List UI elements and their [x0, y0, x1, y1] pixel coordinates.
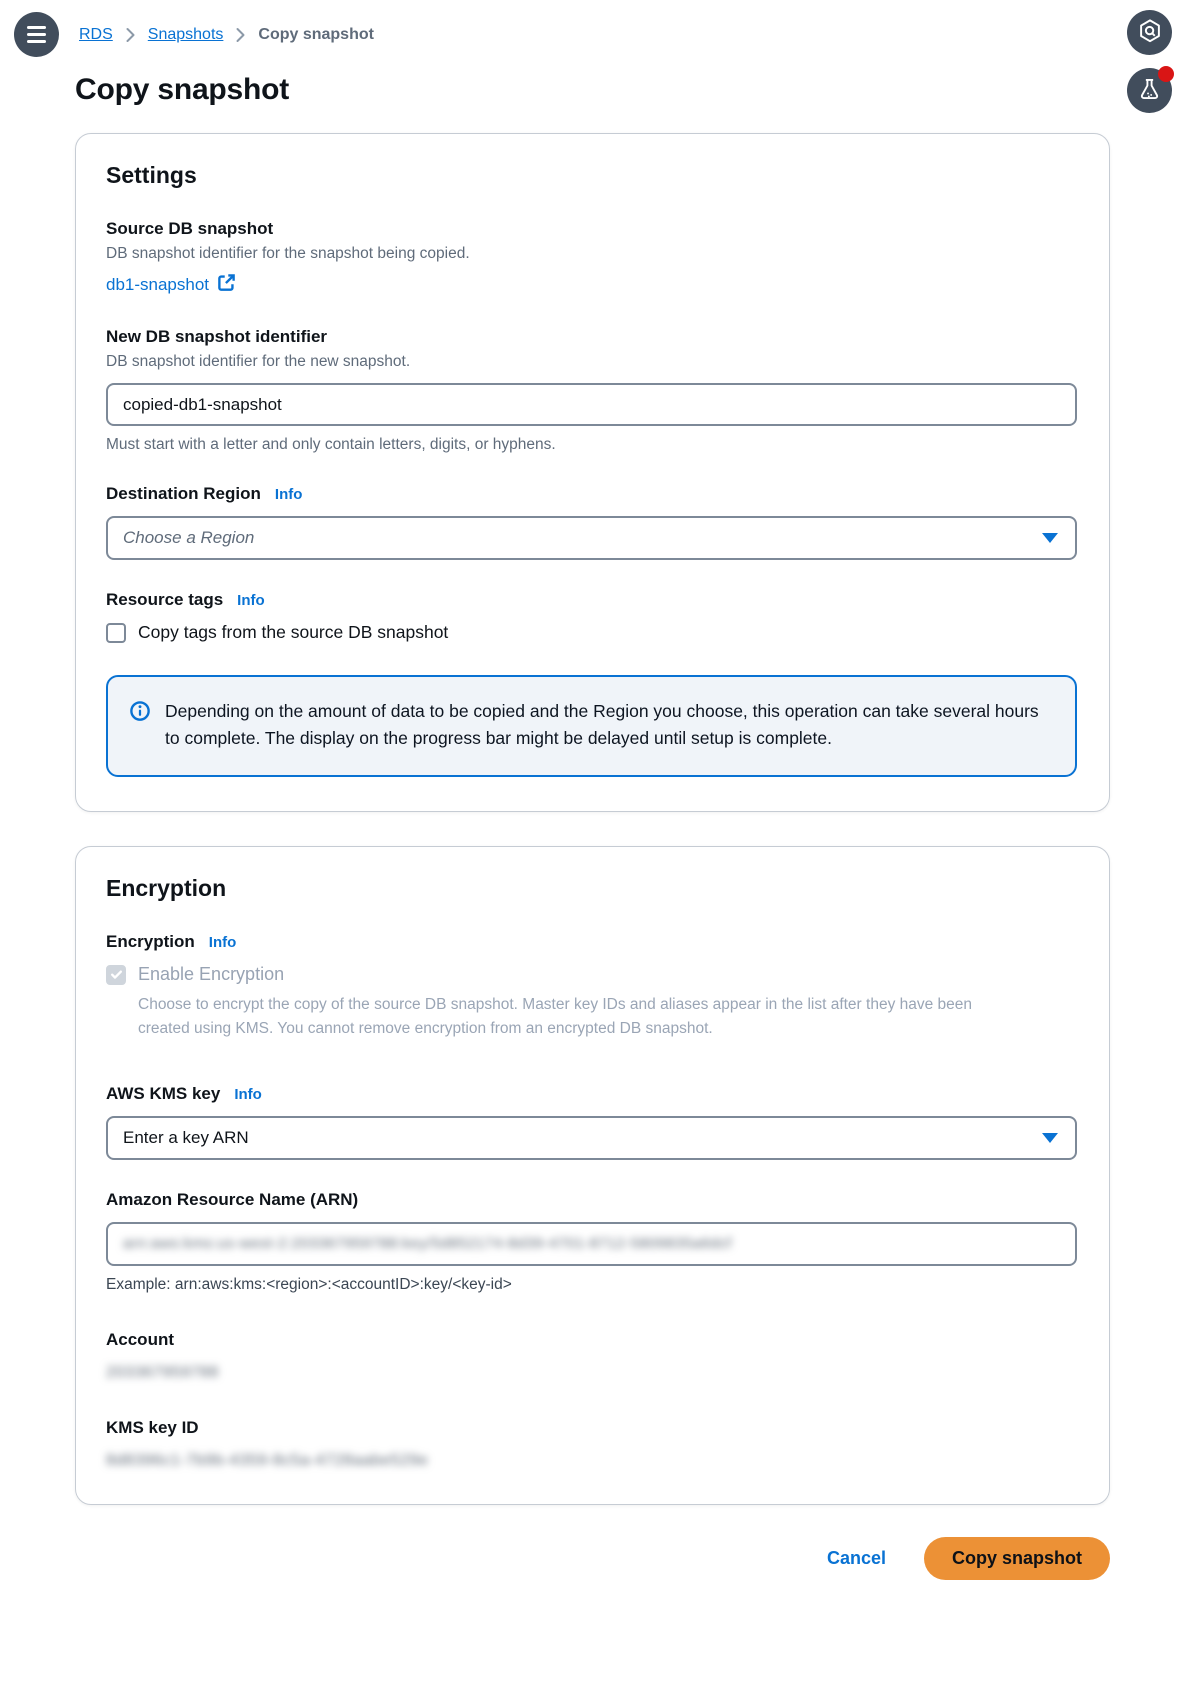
- destination-region-select[interactable]: [106, 516, 1077, 560]
- new-identifier-description: DB snapshot identifier for the new snapshot.: [106, 353, 411, 370]
- kms-key-info-link[interactable]: Info: [234, 1085, 262, 1103]
- info-circle-icon: [130, 701, 150, 752]
- breadcrumb-link-rds[interactable]: RDS: [79, 25, 113, 43]
- top-right-actions: [1127, 10, 1172, 113]
- settings-card: [75, 133, 1110, 812]
- arn-example: Example: arn:aws:kms:<region>:<accountID>:key/<key-id>: [106, 1275, 512, 1293]
- destination-region-field: [106, 484, 1077, 560]
- kms-key-id-field: [106, 1418, 1077, 1470]
- caret-down-icon: [1042, 533, 1058, 543]
- enable-encryption-description: Choose to encrypt the copy of the source DB snapshot. Master key IDs and aliases appear in the list after they have been created using KMS. You cannot remove encryption from an encrypted DB snapshot.: [138, 996, 973, 1037]
- destination-region-info-link[interactable]: Info: [274, 486, 303, 503]
- source-db-snapshot-field: [106, 219, 1077, 297]
- new-identifier-field: [106, 327, 1077, 454]
- resource-tags-field: [106, 590, 1077, 643]
- destination-region-placeholder: Choose a Region: [123, 528, 255, 547]
- kms-key-id-redacted-value: 8d8396c1-7b9b-4359-8c5a-4728aabe529e: [106, 1451, 429, 1469]
- kms-key-select[interactable]: [106, 1116, 1077, 1160]
- encryption-heading: Encryption: [106, 875, 227, 902]
- form-actions: [0, 1537, 1110, 1610]
- info-alert-text: Depending on the amount of data to be copied and the Region you choose, this operation can take several hours to complete. The display on the progress bar might be delayed until setup is complete.: [165, 701, 1039, 749]
- arn-label: Amazon Resource Name (ARN): [106, 1189, 359, 1209]
- chevron-right-icon: [235, 27, 246, 43]
- account-label: Account: [106, 1329, 174, 1349]
- new-identifier-input[interactable]: [106, 383, 1077, 426]
- copy-tags-checkbox[interactable]: [106, 623, 126, 643]
- external-link-icon: [217, 273, 236, 297]
- kms-key-field: [106, 1084, 1077, 1160]
- chevron-right-icon: [125, 27, 136, 43]
- arn-input[interactable]: [106, 1222, 1077, 1266]
- encryption-card: [75, 846, 1110, 1505]
- source-snapshot-link-text: db1-snapshot: [106, 275, 210, 294]
- kms-key-selected-value: Enter a key ARN: [123, 1127, 249, 1147]
- new-identifier-label: New DB snapshot identifier: [106, 327, 328, 346]
- breadcrumb-link-snapshots[interactable]: Snapshots: [147, 25, 224, 43]
- source-db-snapshot-description: DB snapshot identifier for the snapshot being copied.: [106, 245, 470, 262]
- notification-dot: [1158, 66, 1174, 82]
- settings-heading: Settings: [106, 162, 197, 188]
- source-snapshot-link[interactable]: [106, 273, 236, 297]
- top-bar: [0, 0, 1192, 57]
- hamburger-icon: [27, 26, 46, 43]
- amazon-q-button[interactable]: [1127, 10, 1172, 55]
- source-db-snapshot-label: Source DB snapshot: [106, 219, 274, 238]
- amazon-q-hexagon-icon: [1137, 18, 1163, 47]
- info-alert: [106, 675, 1077, 777]
- enable-encryption-checkbox: [106, 965, 126, 985]
- caret-down-icon: [1042, 1133, 1058, 1143]
- new-identifier-constraint: Must start with a letter and only contain letters, digits, or hyphens.: [106, 436, 556, 453]
- resource-tags-label: Resource tags: [106, 590, 224, 609]
- arn-redacted-value: arn:aws:kms:us-west-2:203367959788:key/5d852174-8d39-4701-8712-5809835a6dcf: [123, 1235, 732, 1253]
- copy-tags-checkbox-label: Copy tags from the source DB snapshot: [138, 622, 449, 642]
- kms-key-label: AWS KMS key: [106, 1083, 221, 1103]
- account-field: [106, 1330, 1077, 1382]
- breadcrumb-current-page: Copy snapshot: [258, 25, 374, 43]
- enable-encryption-label: Enable Encryption: [138, 964, 285, 985]
- cancel-button[interactable]: Cancel: [826, 1547, 886, 1568]
- resource-tags-info-link[interactable]: Info: [237, 592, 265, 609]
- page-title: Copy snapshot: [75, 73, 290, 106]
- encryption-field: [106, 932, 1077, 1040]
- hamburger-menu-button[interactable]: [14, 12, 59, 57]
- destination-region-label: Destination Region: [106, 484, 261, 503]
- breadcrumb: [79, 26, 374, 44]
- arn-field: [106, 1190, 1077, 1294]
- copy-snapshot-button[interactable]: Copy snapshot: [924, 1537, 1110, 1580]
- encryption-label: Encryption: [106, 932, 195, 952]
- kms-key-id-label: KMS key ID: [106, 1417, 199, 1437]
- account-redacted-value: 203367959788: [106, 1363, 219, 1381]
- encryption-info-link[interactable]: Info: [208, 934, 237, 952]
- labs-button[interactable]: [1127, 68, 1172, 113]
- beaker-flask-icon: [1137, 77, 1162, 105]
